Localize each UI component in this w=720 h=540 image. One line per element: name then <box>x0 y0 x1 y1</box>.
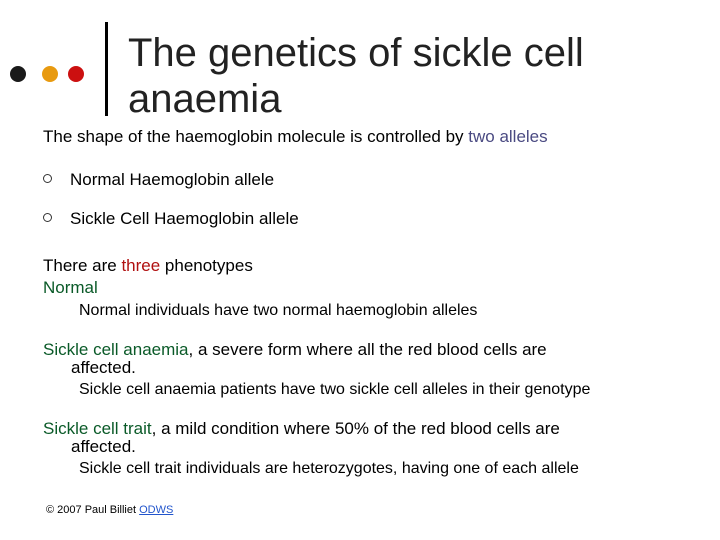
normal-heading: Normal <box>43 278 98 297</box>
trait-desc-line2: affected. <box>71 437 136 456</box>
phenotypes-intro <box>43 257 683 275</box>
phenotypes-highlight: three <box>121 256 161 275</box>
trait-desc-line1: , a mild condition where 50% of the red blood cells are <box>151 419 560 438</box>
bullet-label: Sickle Cell Haemoglobin allele <box>70 209 299 228</box>
ring-bullet-icon <box>43 174 52 183</box>
bullet-item <box>43 208 299 230</box>
copyright-text: © 2007 Paul Billiet <box>46 504 140 516</box>
trait-heading: Sickle cell trait <box>43 419 152 438</box>
bullet-label: Normal Haemoglobin allele <box>70 170 275 189</box>
anaemia-detail: Sickle cell anaemia patients have two sickle cell alleles in their genotype <box>79 381 591 398</box>
anaemia-paragraph <box>43 341 683 377</box>
anaemia-desc-line1: , a severe form where all the red blood cells are <box>188 340 547 359</box>
slide-title: The genetics of sickle cell anaemia <box>128 31 584 121</box>
intro-text <box>43 126 548 148</box>
bullet-item <box>43 169 274 191</box>
trait-detail: Sickle cell trait individuals are heterozygotes, having one of each allele <box>79 460 579 477</box>
orange-dot-icon <box>42 66 58 82</box>
trait-paragraph <box>43 420 683 456</box>
footer-credit <box>46 504 173 516</box>
title-divider <box>105 22 108 116</box>
anaemia-desc-line2: affected. <box>71 358 136 377</box>
phenotypes-suffix: phenotypes <box>160 256 253 275</box>
odws-link[interactable]: ODWS <box>139 504 174 516</box>
phenotypes-prefix: There are <box>43 256 122 275</box>
intro-prefix: The shape of the haemoglobin molecule is controlled by <box>43 127 469 146</box>
intro-highlight: two alleles <box>468 127 548 146</box>
black-dot-icon <box>10 66 26 82</box>
normal-detail: Normal individuals have two normal haemoglobin alleles <box>79 302 478 319</box>
anaemia-heading: Sickle cell anaemia <box>43 340 189 359</box>
ring-bullet-icon <box>43 213 52 222</box>
red-dot-icon <box>68 66 84 82</box>
